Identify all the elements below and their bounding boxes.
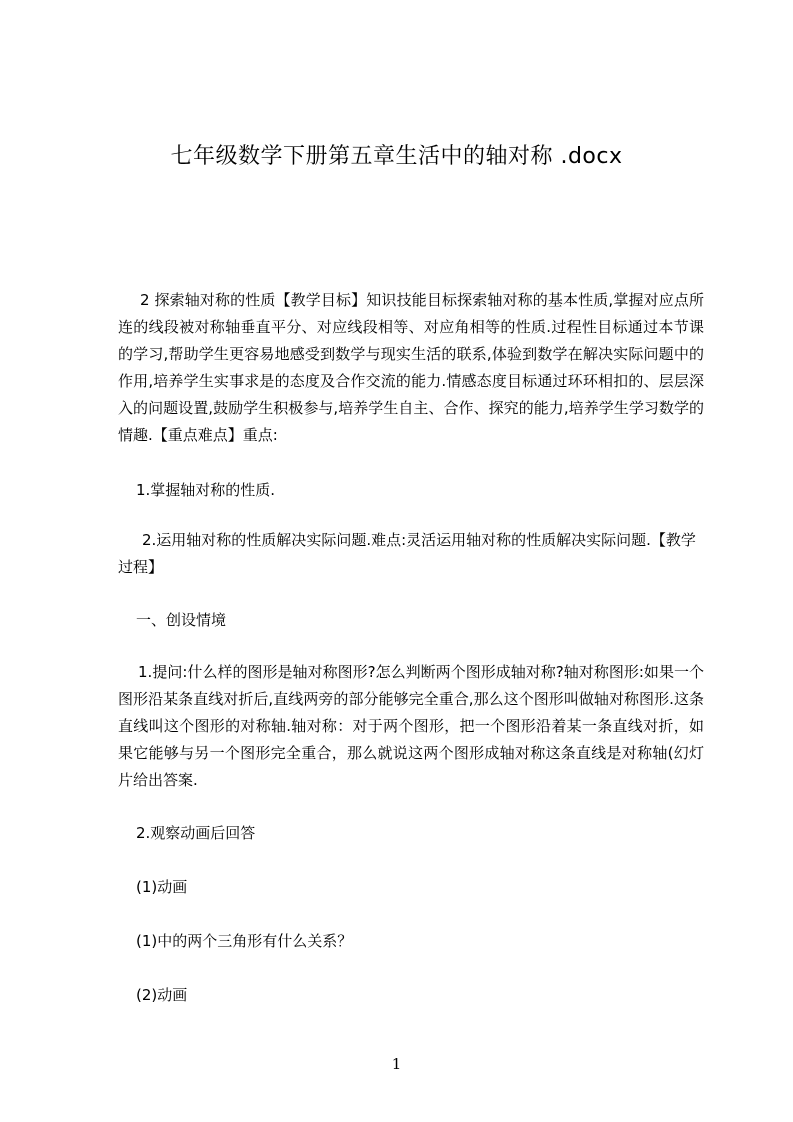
question-2-paragraph: 2.观察动画后回答 — [136, 824, 256, 842]
page-number: 1 — [391, 1055, 402, 1073]
question-1-paragraph: 1.提问:什么样的图形是轴对称图形?怎么判断两个图形成轴对称?轴对称图形:如果一个图形沿某条直线对折后,直线两旁的部分能够完全重合,那么这个图形叫做轴对称图形.这条直线叫这个图形的对称轴.轴对称：对于两个图形，把一个图形沿着某一条直线对折，如果它能够与另一个图形完全重合，那么就说这两个图形成轴对称这条直线是对称轴(幻灯片给出答案. — [118, 663, 704, 789]
section-heading-create-situation: 一、创设情境 — [136, 611, 227, 629]
animation-2-paragraph: (2)动画 — [136, 986, 188, 1004]
document-title: 七年级数学下册第五章生活中的轴对称 .docx — [170, 144, 623, 169]
animation-1-paragraph: (1)动画 — [136, 878, 188, 896]
key-point-2-paragraph: 2.运用轴对称的性质解决实际问题.难点:灵活运用轴对称的性质解决实际问题.【教学过程】 — [118, 531, 696, 576]
key-point-1-paragraph: 1.掌握轴对称的性质. — [136, 481, 276, 499]
intro-paragraph: 2 探索轴对称的性质【教学目标】知识技能目标探索轴对称的基本性质,掌握对应点所连的线段被对称轴垂直平分、对应线段相等、对应角相等的性质.过程性目标通过本节课的学习,帮助学生更容易地感受到数学与现实生活的联系,体验到数学在解决实际问题中的作用,培养学生实事求是的态度及合作交流的能力.情感态度目标通过环环相扣的、层层深入的问题设置,鼓励学生积极参与,培养学生自主、合作、探究的能力,培养学生学习数学的情趣.【重点难点】重点: — [118, 291, 704, 444]
animation-1-question-paragraph: (1)中的两个三角形有什么关系？ — [136, 932, 353, 950]
